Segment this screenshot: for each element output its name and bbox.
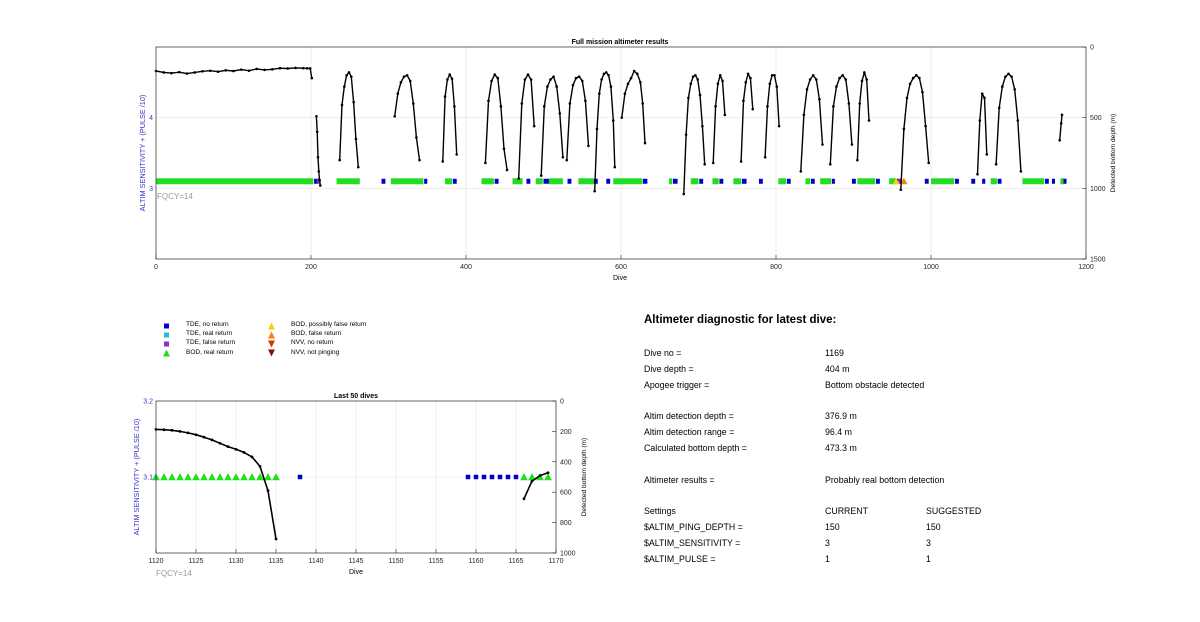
last-chart-bottom-depth: [155, 428, 550, 540]
bod-real-return-marker: [160, 473, 168, 480]
tde-no-return-marker: [506, 475, 511, 480]
x-tick-label: 1140: [308, 558, 324, 565]
legend-triangle-green-icon: [161, 349, 171, 357]
x-tick-label: 1150: [388, 558, 404, 565]
bod-real-return-marker: [200, 473, 208, 480]
x-tick-label: 1125: [188, 558, 204, 565]
x-tick-label: 1200: [1078, 264, 1094, 271]
tde-no-return-marker: [514, 475, 519, 480]
x-tick-label: 1155: [428, 558, 444, 565]
last-chart-title: Last 50 dives: [334, 393, 378, 400]
bottom-depth-point: [179, 430, 182, 433]
legend-triangle-down-red-icon: [266, 340, 276, 348]
diagnostic-title: Altimeter diagnostic for latest dive:: [644, 314, 837, 326]
legend-square-cyan-icon: [161, 331, 171, 339]
bottom-depth-point: [203, 436, 206, 439]
main-chart-fqcy-label: FQCY=14: [157, 192, 193, 201]
last-chart-grid: [156, 401, 556, 553]
x-tick-label: 1170: [548, 558, 564, 565]
bod-real-return-marker: [176, 473, 184, 480]
altimeter-results-row: Altimeter results = Probably real bottom detection: [644, 475, 945, 485]
y2-tick-label: 1000: [1090, 185, 1106, 193]
altim-detection-range-row: Altim detection range = 96.4 m: [644, 427, 852, 437]
y2-tick-label: 1500: [1090, 256, 1106, 264]
bottom-depth-point: [267, 489, 270, 492]
settings-header-row: Settings CURRENT SUGGESTED: [644, 506, 982, 516]
x-tick-label: 800: [770, 264, 782, 271]
y2-tick-label: 600: [560, 489, 572, 497]
bottom-depth-line: [524, 473, 548, 499]
bod-real-return-marker: [248, 473, 256, 480]
x-tick-label: 1130: [228, 558, 244, 565]
x-tick-label: 400: [460, 264, 472, 271]
y-tick-label: 3.2: [143, 398, 153, 406]
last-chart-fqcy-label: FQCY=14: [156, 569, 192, 578]
bod-real-return-marker: [520, 473, 528, 480]
legend-triangle-down-darkred-icon: [266, 349, 276, 357]
setting-row-ping-depth: $ALTIM_PING_DEPTH = 150 150: [644, 522, 941, 532]
x-tick-label: 200: [305, 264, 317, 271]
setting-row-pulse: $ALTIM_PULSE = 1 1: [644, 554, 931, 564]
bottom-depth-point: [531, 480, 534, 483]
bottom-depth-point: [259, 465, 262, 468]
y2-tick-label: 400: [560, 459, 572, 467]
bod-real-return-marker: [224, 473, 232, 480]
tde-no-return-marker: [298, 475, 303, 480]
x-tick-label: 1160: [468, 558, 484, 565]
bod-real-return-marker: [264, 473, 272, 480]
y2-tick-label: 0: [1090, 44, 1094, 52]
y2-tick-label: 500: [1090, 115, 1102, 123]
dive-no-row: Dive no = 1169: [644, 348, 844, 358]
dive-depth-row: Dive depth = 404 m: [644, 364, 850, 374]
x-tick-label: 1145: [348, 558, 364, 565]
bottom-depth-point: [251, 456, 254, 459]
y2-tick-label: 0: [560, 398, 564, 406]
bod-real-return-marker: [192, 473, 200, 480]
y-tick-label: 3.1: [143, 474, 153, 482]
bod-real-return-marker: [240, 473, 248, 480]
bottom-depth-point: [523, 497, 526, 500]
x-tick-label: 1120: [148, 558, 164, 565]
tde-no-return-marker: [466, 475, 471, 480]
bod-real-return-marker: [168, 473, 176, 480]
bottom-depth-point: [171, 429, 174, 432]
tde-no-return-marker: [482, 475, 487, 480]
legend-triangle-yellow-icon: [266, 322, 276, 330]
tde-no-return-marker: [474, 475, 479, 480]
bottom-depth-point: [227, 445, 230, 448]
legend-square-purple-icon: [161, 340, 171, 348]
last-chart-ticks: [143, 399, 575, 566]
bottom-depth-point: [539, 474, 542, 477]
bottom-depth-line: [156, 429, 276, 539]
apogee-trigger-row: Apogee trigger = Bottom obstacle detected: [644, 380, 925, 390]
x-tick-label: 1165: [508, 558, 524, 565]
main-chart-right-axis-label: Detected bottom depth (m): [1110, 113, 1117, 193]
bottom-depth-point: [275, 538, 278, 541]
bottom-depth-point: [195, 433, 198, 436]
calculated-bottom-depth-row: Calculated bottom depth = 473.3 m: [644, 443, 857, 453]
x-tick-label: 0: [154, 264, 158, 271]
bottom-depth-point: [547, 471, 550, 474]
bottom-depth-point: [211, 439, 214, 442]
main-chart-title: Full mission altimeter results: [571, 39, 669, 46]
bottom-depth-point: [219, 442, 222, 445]
bottom-depth-point: [187, 432, 190, 435]
bod-real-return-marker: [208, 473, 216, 480]
main-chart-left-axis-label: ALTIM SENSITIVITY + (PULSE /10): [138, 94, 147, 212]
x-tick-label: 1135: [268, 558, 284, 565]
last-chart-left-axis-label: ALTIM SENSITIVITY + (PULSE /10): [132, 418, 141, 536]
last-chart-right-axis-label: Detected bottom depth (m): [581, 437, 588, 517]
y2-tick-label: 1000: [560, 550, 576, 558]
x-tick-label: 1000: [923, 264, 939, 271]
marker-legend: TDE, no return TDE, real return TDE, false return BOD, real return BOD, possibly false return BOD, false return NVV, no return NVV, not pinging: [155, 320, 415, 364]
y2-tick-label: 800: [560, 520, 572, 528]
legend-square-blue-icon: [161, 322, 171, 330]
y-tick-label: 4: [149, 115, 153, 123]
y2-tick-label: 200: [560, 428, 572, 436]
bod-real-return-marker: [272, 473, 280, 480]
last-chart-x-label: Dive: [348, 569, 364, 576]
bottom-depth-point: [163, 428, 166, 431]
bottom-depth-point: [235, 448, 238, 451]
y-tick-label: 3: [149, 185, 153, 193]
legend-triangle-orange-icon: [266, 331, 276, 339]
setting-row-sensitivity: $ALTIM_SENSITIVITY = 3 3: [644, 538, 931, 548]
bottom-depth-point: [243, 451, 246, 454]
bod-real-return-marker: [216, 473, 224, 480]
altim-detection-depth-row: Altim detection depth = 376.9 m: [644, 411, 857, 421]
main-chart-x-label: Dive: [612, 275, 628, 282]
x-tick-label: 600: [615, 264, 627, 271]
altimeter-diagnostic-panel: [644, 310, 1164, 580]
tde-no-return-marker: [490, 475, 495, 480]
bod-real-return-marker: [184, 473, 192, 480]
bod-real-return-marker: [232, 473, 240, 480]
tde-no-return-marker: [498, 475, 503, 480]
last-chart-setting-markers: [152, 473, 552, 480]
